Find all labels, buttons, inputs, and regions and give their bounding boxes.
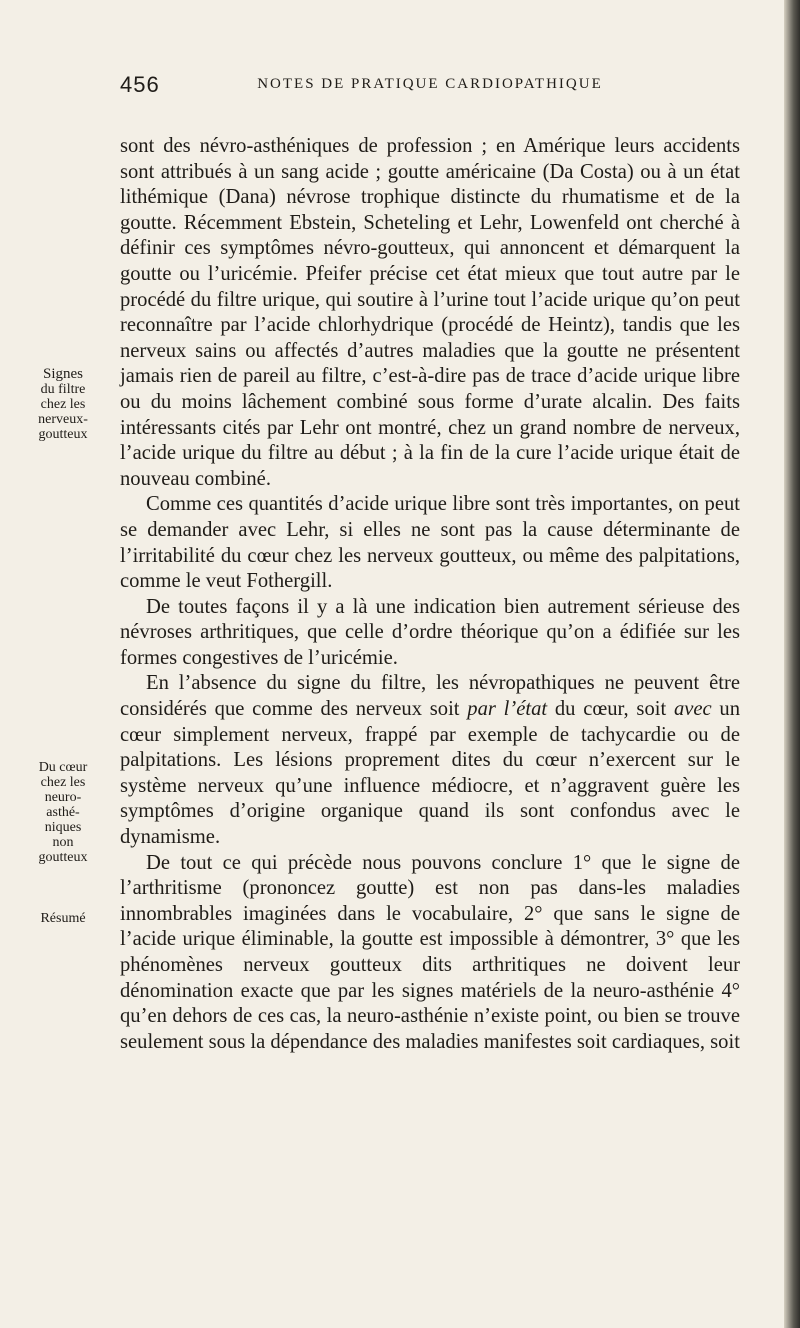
paragraph [120,671,740,850]
body-text [120,134,740,1055]
margin-note-line: du filtre [40,382,86,397]
margin-note-resume [14,911,112,926]
paragraph-text: En l’absence du signe du filtre, les névropathiques ne peuvent être considérés que comme des nerveux soit [120,672,740,721]
margin-note-line: chez les [40,775,86,790]
emphasis: avec [673,698,712,721]
margin-note-line: asthé- [46,805,80,820]
margin-note-line: Signes [42,366,83,382]
margin-note-line: goutteux [38,850,88,865]
margin-note-coeur [14,760,112,865]
margin-note-line: goutteux [38,427,88,442]
margin-note-line: non [52,835,74,850]
margin-note-line: chez les [40,397,86,412]
running-head: NOTES DE PRATIQUE CARDIOPATHIQUE [257,76,603,92]
margin-note-line: niques [44,820,82,835]
paragraph-text: un cœur simplement nerveux, frappé par exemple de tachycardie ou de palpitations. Les lésions proprement dites du cœur n’exercent sur le système nerveux qu’une influence médiocre, et n’aggravent guère les symptômes d’origine organique quand ils sont confondus avec le dynamisme. [120,698,741,849]
paragraph-text: du cœur, soit [554,698,667,721]
emphasis: par l’état [467,698,548,721]
margin-note-line: nerveux- [38,412,88,427]
margin-note-line: Du cœur [38,760,88,775]
page-number: 456 [120,72,160,97]
paragraph: Comme ces quantités d’acide urique libre sont très importantes, on peut se demander avec Lehr, si elles ne sont pas la cause déterminante de l’irritabilité du cœur chez les nerveux goutteux, ou même des palpitations, comme le veut Fothergill. [120,493,740,593]
margin-note-line: neuro- [44,790,82,805]
paragraph: sont des névro-asthéniques de profession ; en Amérique leurs accidents sont attribués à un sang acide ; goutte américaine (Da Costa) ou à un état lithémique (Dana) névrose trophique distincte du rhumatisme et de la goutte. Récemment Ebstein, Scheteling et Lehr, Lowenfeld ont cherché à définir ces symptômes névro-goutteux, qui annoncent et démarquent la goutte ou l’uricémie. Pfeifer précise cet état mieux que tout autre par le procédé du filtre urique, qui soutire à l’urine tout l’acide urique qu’on peut reconnaître par l’acide chlorhydrique (procédé de Heintz), tandis que les nerveux sains ou affectés d’autres maladies que la goutte ne présentent jamais rien de pareil au filtre, c’est-à-dire pas de trace d’acide urique libre ou du moins lâchement combiné sous forme d’urate alcalin. Des faits intéressants cités par Lehr ont montré, chez un grand nombre de nerveux, l’acide urique du filtre au début ; à la fin de la cure l’acide urique était de nouveau combiné. [120,135,740,490]
page-header [120,72,740,100]
margin-note-line: Résumé [40,911,86,926]
book-edge [784,0,800,1328]
margin-note-signes [14,367,112,442]
paragraph: De tout ce qui précède nous pouvons conclure 1° que le signe de l’arthritisme (prononcez goutte) est non pas dans-les maladies innombrables imaginées dans le vocabulaire, 2° que sans le signe de l’acide urique éliminable, la goutte est impossible à démontrer, 3° que les phénomènes nerveux goutteux dits arthritiques ne doivent leur dénomination exacte que par les signes matériels de la neuro-asthénie 4° qu’en dehors de ces cas, la neuro-asthénie n’existe point, ou bien se trouve seulement sous la dépendance des maladies manifestes soit cardiaques, soit [120,851,740,1053]
paragraph: De toutes façons il y a là une indication bien autrement sérieuse des névroses arthritiques, que celle d’ordre théorique qu’on a édifiée sur les formes congestives de l’uricémie. [120,595,740,669]
